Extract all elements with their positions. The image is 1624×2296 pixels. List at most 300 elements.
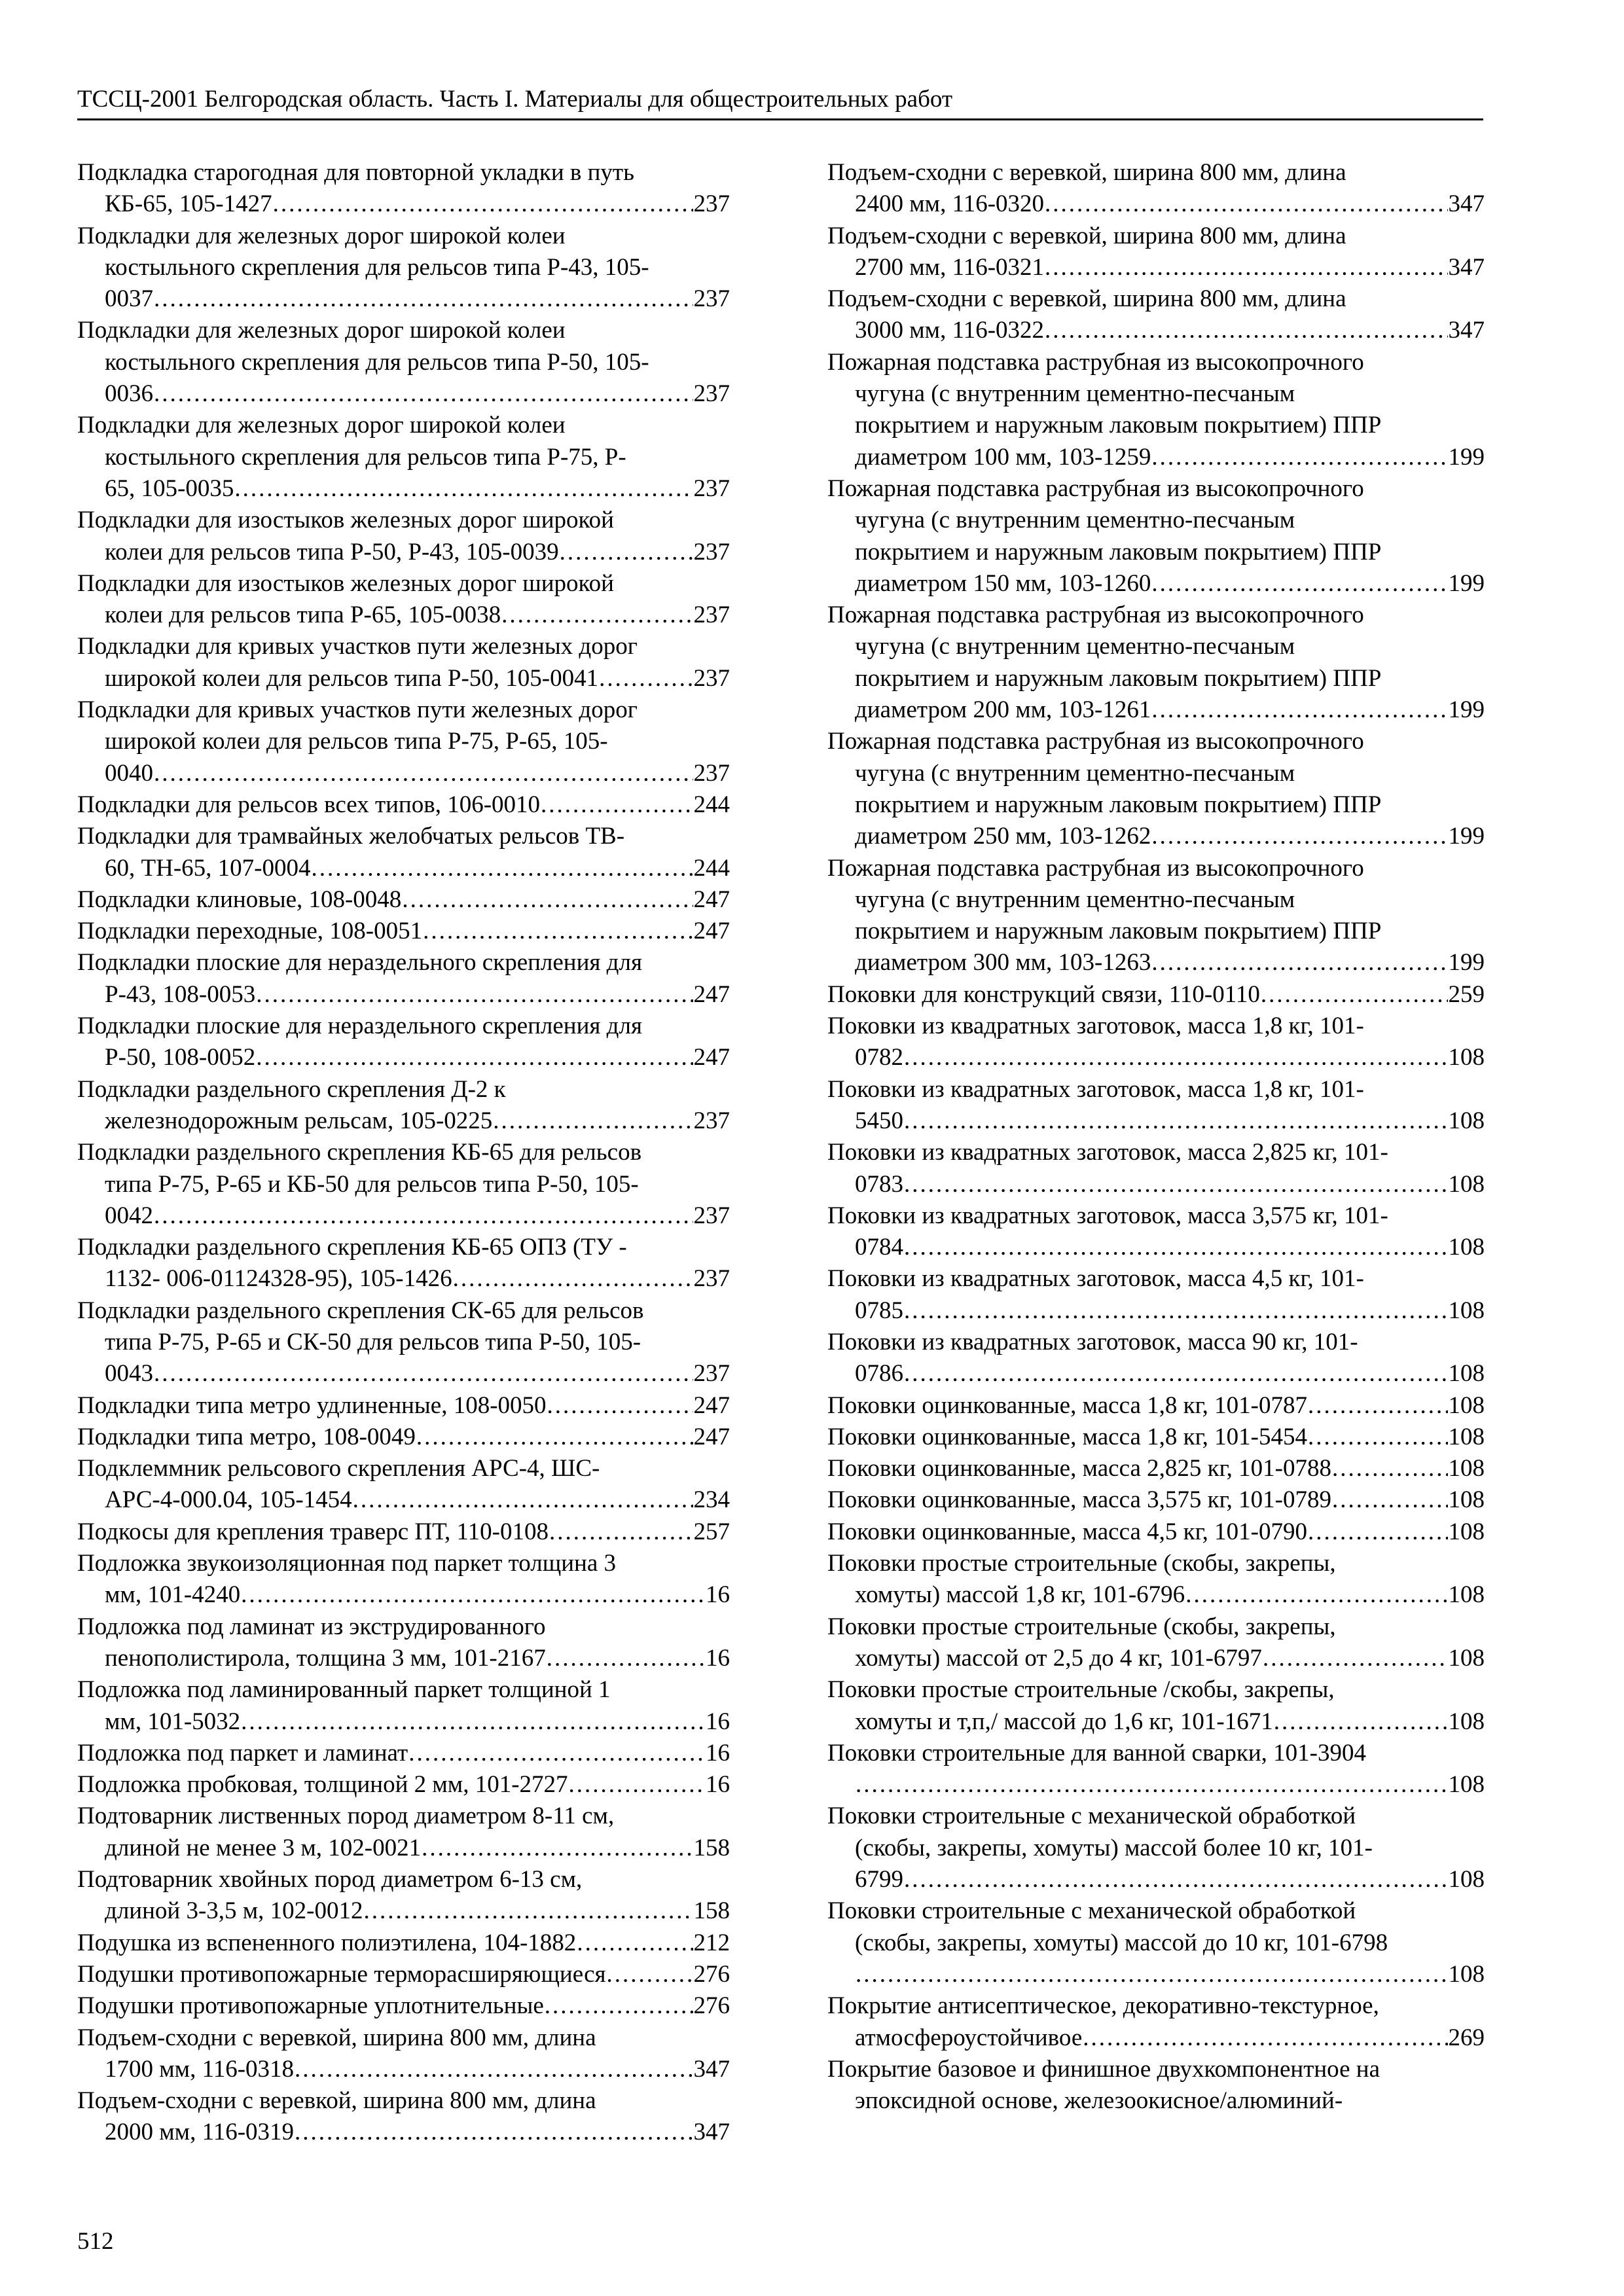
entry-line: Пожарная подставка раструбная из высокопрочного — [827, 601, 1364, 629]
entry-page-number: 237 — [693, 1202, 730, 1229]
index-entry — [827, 1738, 1485, 1801]
index-entry — [827, 1990, 1485, 2054]
entry-line — [827, 821, 1485, 852]
entry-line: Поковки из квадратных заготовок, масса 4,5 кг, 101- — [827, 1265, 1364, 1293]
entry-text: Подкосы для крепления траверс ПТ, 110-0108 — [77, 1518, 549, 1545]
index-entry — [77, 1548, 730, 1611]
entry-text: Подкладки типа метро удлиненные, 108-0050 — [77, 1391, 547, 1419]
entry-line: Покрытие базовое и финишное двухкомпонентное на — [827, 2055, 1380, 2083]
index-entry — [827, 979, 1485, 1011]
entry-text: 0783 — [855, 1170, 903, 1198]
entry-line: Пожарная подставка раструбная из высокопрочного — [827, 854, 1364, 882]
entry-line: Поковки простые строительные (скобы, закрепы, — [827, 1550, 1336, 1577]
index-entry — [827, 1453, 1485, 1484]
entry-line: Подкладки раздельного скрепления Д-2 к — [77, 1075, 506, 1103]
entry-text: Поковки оцинкованные, масса 4,5 кг, 101-0790 — [827, 1518, 1307, 1545]
index-entry — [77, 1232, 730, 1295]
entry-line — [827, 979, 1485, 1011]
entry-page-number: 108 — [1448, 1771, 1485, 1799]
dot-leader — [234, 473, 693, 505]
entry-text: атмосфероустойчивое — [855, 2024, 1083, 2051]
index-entry — [827, 1801, 1485, 1895]
dot-leader — [353, 1484, 693, 1516]
index-entry — [827, 1390, 1485, 1422]
entry-text: КБ-65, 105-1427 — [105, 190, 272, 218]
entry-line — [77, 1358, 730, 1390]
entry-line — [827, 1959, 1485, 1990]
entry-text: длиной не менее 3 м, 102-0021 — [105, 1834, 422, 1861]
entry-page-number: 237 — [693, 664, 730, 692]
index-entry — [77, 505, 730, 568]
entry-page-number: 108 — [1448, 1234, 1485, 1261]
entry-page-number: 247 — [693, 918, 730, 945]
entry-page-number: 108 — [1448, 1644, 1485, 1672]
index-entry — [77, 1422, 730, 1453]
dot-leader — [599, 663, 693, 694]
dot-leader — [154, 1358, 693, 1390]
entry-line — [77, 1706, 730, 1738]
dot-leader — [904, 1864, 1448, 1895]
index-entry — [827, 1422, 1485, 1453]
index-entry — [827, 600, 1485, 726]
index-entry — [827, 2054, 1485, 2117]
dot-leader — [1151, 442, 1447, 473]
dot-leader — [241, 1579, 705, 1611]
entry-text: Поковки для конструкций связи, 110-0110 — [827, 980, 1260, 1008]
dot-leader — [1083, 2022, 1447, 2054]
entry-line — [77, 2054, 730, 2085]
entry-line: Поковки строительные с механической обработкой — [827, 1897, 1356, 1925]
entry-page-number: 276 — [693, 1992, 730, 2020]
entry-line: эпоксидной основе, железоокисное/алюминий- — [855, 2087, 1343, 2115]
entry-line — [77, 473, 730, 505]
entry-line — [827, 1579, 1485, 1611]
entry-line — [77, 1484, 730, 1516]
entry-line: Подклеммник рельсового скрепления АРС-4, ШС- — [77, 1455, 600, 1482]
entry-page-number: 259 — [1448, 980, 1485, 1008]
entry-page-number: 269 — [1448, 2024, 1485, 2051]
entry-page-number: 347 — [693, 2119, 730, 2146]
entry-text: 3000 мм, 116-0322 — [855, 317, 1045, 344]
entry-line — [77, 188, 730, 220]
entry-line — [77, 979, 730, 1011]
entry-line — [827, 1516, 1485, 1548]
entry-text: широкой колеи для рельсов типа Р-50, 105-0041 — [105, 664, 599, 692]
entry-page-number: 237 — [693, 380, 730, 408]
dot-leader — [569, 1769, 705, 1801]
index-entry — [77, 410, 730, 505]
entry-page-number: 108 — [1448, 1581, 1485, 1609]
entry-text: Р-50, 108-0052 — [105, 1044, 256, 1071]
entry-page-number: 234 — [693, 1486, 730, 1514]
entry-text: 1132- 006-01124328-95), 105-1426 — [105, 1265, 452, 1293]
entry-page-number: 108 — [1448, 1486, 1485, 1514]
entry-text: Подушки противопожарные уплотнительные — [77, 1992, 544, 2020]
entry-page-number: 237 — [693, 475, 730, 502]
entry-line — [77, 2117, 730, 2148]
entry-page-number: 108 — [1448, 1360, 1485, 1388]
entry-line: чугуна (с внутренним цементно-песчаным — [855, 759, 1295, 787]
dot-leader — [453, 1263, 693, 1295]
entry-line: Поковки простые строительные /скобы, закрепы, — [827, 1676, 1335, 1704]
entry-line: Поковки из квадратных заготовок, масса 2,825 кг, 101- — [827, 1139, 1388, 1166]
entry-line: Подкладки для трамвайных желобчатых рельсов ТВ- — [77, 823, 625, 850]
entry-line: Подложка звукоизоляционная под паркет толщина 3 — [77, 1550, 617, 1577]
dot-leader — [547, 1643, 705, 1674]
entry-page-number: 244 — [693, 854, 730, 882]
dot-leader — [541, 789, 693, 821]
index-entry — [827, 1611, 1485, 1675]
entry-line: Подкладки для изостыков железных дорог широкой — [77, 507, 614, 534]
entry-line: Поковки строительные с механической обработкой — [827, 1803, 1356, 1830]
entry-page-number: 237 — [693, 190, 730, 218]
dot-leader — [1045, 315, 1447, 346]
entry-page-number: 237 — [693, 601, 730, 629]
entry-page-number: 16 — [706, 1581, 730, 1609]
header-rule — [77, 118, 1483, 120]
entry-line: покрытием и наружным лаковым покрытием) ППР — [855, 791, 1382, 818]
entry-text: Подкладки для рельсов всех типов, 106-0010 — [77, 791, 541, 818]
entry-line: Поковки простые строительные (скобы, закрепы, — [827, 1613, 1336, 1640]
entry-line: Подкладки раздельного скрепления КБ-65 для рельсов — [77, 1139, 642, 1166]
entry-page-number: 199 — [1448, 949, 1485, 977]
entry-line — [827, 1295, 1485, 1327]
entry-text: 0782 — [855, 1044, 903, 1071]
entry-text: диаметром 300 мм, 103-1263 — [855, 949, 1151, 977]
entry-line — [77, 1105, 730, 1137]
index-entry — [77, 1011, 730, 1074]
entry-text: железнодорожным рельсам, 105-0225 — [105, 1107, 493, 1134]
dot-leader — [256, 979, 693, 1011]
index-entry — [827, 221, 1485, 284]
dot-leader — [1332, 1453, 1448, 1484]
index-entry — [827, 1674, 1485, 1738]
entry-line — [77, 1579, 730, 1611]
entry-page-number: 108 — [1448, 1708, 1485, 1735]
entry-text: 2400 мм, 116-0320 — [855, 190, 1045, 218]
entry-page-number: 16 — [706, 1739, 730, 1767]
entry-page-number: 347 — [693, 2055, 730, 2083]
dot-leader — [904, 1169, 1448, 1200]
entry-line: типа Р-75, Р-65 и СК-50 для рельсов типа Р-50, 105- — [105, 1328, 641, 1355]
dot-leader — [1308, 1422, 1448, 1453]
entry-text: 0037 — [105, 285, 153, 313]
entry-line — [827, 188, 1485, 220]
entry-page-number: 244 — [693, 791, 730, 818]
index-entry — [827, 473, 1485, 600]
entry-line — [77, 1895, 730, 1927]
entry-line — [77, 537, 730, 568]
entry-page-number: 158 — [693, 1834, 730, 1861]
entry-line: костыльного скрепления для рельсов типа Р-75, Р- — [105, 443, 626, 471]
entry-text: Поковки оцинкованные, масса 3,575 кг, 101-0789 — [827, 1486, 1331, 1514]
dot-leader — [547, 1390, 693, 1422]
entry-page-number: 237 — [693, 538, 730, 565]
dot-leader — [295, 2054, 693, 2085]
entry-text: длиной 3-3,5 м, 102-0012 — [105, 1897, 363, 1925]
entry-line: широкой колеи для рельсов типа Р-75, Р-65, 105- — [105, 728, 608, 755]
entry-line — [827, 1105, 1485, 1137]
entry-text: 0042 — [105, 1202, 153, 1229]
entry-line — [77, 378, 730, 410]
entry-line: (скобы, закрепы, хомуты) массой более 10 кг, 101- — [855, 1834, 1373, 1861]
index-entry — [827, 1074, 1485, 1138]
index-entry — [827, 347, 1485, 473]
entry-line — [827, 442, 1485, 473]
entry-page-number: 108 — [1448, 1455, 1485, 1482]
dot-leader — [1332, 1484, 1448, 1516]
index-column-left — [77, 157, 730, 2149]
entry-line: костыльного скрепления для рельсов типа Р-43, 105- — [105, 253, 649, 281]
entry-text: 0043 — [105, 1360, 153, 1388]
entry-page-number: 108 — [1448, 1170, 1485, 1198]
dot-leader — [154, 1200, 693, 1232]
entry-line — [77, 789, 730, 821]
entry-line: (скобы, закрепы, хомуты) массой до 10 кг, 101-6798 — [855, 1929, 1388, 1956]
entry-line — [77, 1990, 730, 2022]
entry-line: Поковки из квадратных заготовок, масса 1,8 кг, 101- — [827, 1075, 1364, 1103]
dot-leader — [577, 1928, 693, 1959]
entry-line: Подкладки для железных дорог широкой колеи — [77, 222, 566, 249]
index-entry — [77, 1453, 730, 1516]
entry-text: 60, ТН-65, 107-0004 — [105, 854, 311, 882]
entry-text: диаметром 100 мм, 103-1259 — [855, 443, 1151, 471]
entry-line: Поковки строительные для ванной сварки, 101-3904 — [827, 1739, 1366, 1767]
entry-text: Поковки оцинкованные, масса 1,8 кг, 101-0787 — [827, 1391, 1307, 1419]
entry-line: Подъем-сходни с веревкой, ширина 800 мм, длина — [827, 285, 1346, 313]
entry-text: 0040 — [105, 759, 153, 787]
entry-line — [827, 694, 1485, 726]
entry-line: Поковки из квадратных заготовок, масса 1,8 кг, 101- — [827, 1013, 1364, 1040]
entry-line — [77, 1390, 730, 1422]
dot-leader — [904, 1105, 1448, 1137]
entry-line — [827, 2022, 1485, 2054]
entry-line: покрытием и наружным лаковым покрытием) ППР — [855, 412, 1382, 439]
dot-leader — [560, 537, 693, 568]
entry-line — [827, 1390, 1485, 1422]
dot-leader — [1045, 252, 1447, 283]
running-header: ТССЦ-2001 Белгородская область. Часть I. Материалы для общестроительных работ — [77, 86, 953, 113]
entry-page-number: 16 — [706, 1708, 730, 1735]
index-entry — [77, 1295, 730, 1390]
entry-page-number: 108 — [1448, 1518, 1485, 1545]
entry-text: Подкладки переходные, 108-0051 — [77, 918, 423, 945]
entry-page-number: 16 — [706, 1644, 730, 1672]
entry-line — [827, 1232, 1485, 1263]
entry-line — [77, 1263, 730, 1295]
index-entry — [77, 1959, 730, 1990]
entry-page-number: 237 — [693, 1107, 730, 1134]
index-entry — [827, 157, 1485, 221]
entry-line — [827, 1042, 1485, 1073]
dot-leader — [1045, 188, 1447, 220]
dot-leader — [904, 1042, 1448, 1073]
entry-line: Подкладки раздельного скрепления СК-65 для рельсов — [77, 1297, 644, 1324]
entry-line: Пожарная подставка раструбная из высокопрочного — [827, 348, 1364, 376]
entry-line: чугуна (с внутренним цементно-песчаным — [855, 886, 1295, 913]
entry-line — [77, 1959, 730, 1990]
entry-page-number: 108 — [1448, 1107, 1485, 1134]
dot-leader — [241, 1706, 705, 1738]
entry-text: мм, 101-5032 — [105, 1708, 241, 1735]
entry-text: 0784 — [855, 1234, 903, 1261]
entry-text: Поковки оцинкованные, масса 1,8 кг, 101-5454 — [827, 1423, 1307, 1450]
entry-line: Пожарная подставка раструбная из высокопрочного — [827, 728, 1364, 755]
entry-text: 2000 мм, 116-0319 — [105, 2119, 295, 2146]
index-entry — [77, 916, 730, 947]
entry-line: покрытием и наружным лаковым покрытием) ППР — [855, 538, 1382, 565]
index-entry — [77, 1738, 730, 1769]
dot-leader — [904, 1295, 1448, 1327]
entry-line — [827, 1453, 1485, 1484]
entry-line: Подкладки для железных дорог широкой колеи — [77, 412, 566, 439]
entry-page-number: 237 — [693, 285, 730, 313]
index-entry — [77, 631, 730, 694]
entry-line — [827, 1358, 1485, 1390]
dot-leader — [295, 2117, 693, 2148]
index-entry — [77, 1074, 730, 1138]
index-entry — [77, 789, 730, 821]
entry-line: Подкладки для железных дорог широкой колеи — [77, 317, 566, 344]
index-entry — [77, 1864, 730, 1928]
entry-line — [77, 1833, 730, 1864]
entry-line: Подкладка старогодная для повторной укладки в путь — [77, 159, 634, 186]
entry-text: Подушка из вспененного полиэтилена, 104-1882 — [77, 1929, 577, 1956]
entry-page-number: 108 — [1448, 1423, 1485, 1450]
entry-page-number: 199 — [1448, 569, 1485, 597]
dot-leader — [154, 758, 693, 789]
entry-line — [827, 568, 1485, 600]
dot-leader — [273, 188, 693, 220]
entry-page-number: 158 — [693, 1897, 730, 1925]
entry-text: 5450 — [855, 1107, 903, 1134]
dot-leader — [416, 1422, 693, 1453]
entry-line — [827, 1169, 1485, 1200]
entry-text: Подушки противопожарные терморасширяющиеся — [77, 1960, 606, 1988]
dot-leader — [1308, 1390, 1448, 1422]
index-entry — [77, 315, 730, 410]
dot-leader — [501, 600, 693, 631]
entry-page-number: 347 — [1448, 317, 1485, 344]
index-entry — [77, 821, 730, 884]
entry-text: хомуты) массой от 2,5 до 4 кг, 101-6797 — [855, 1644, 1262, 1672]
entry-page-number: 16 — [706, 1771, 730, 1799]
entry-line — [77, 1769, 730, 1801]
dot-leader — [1308, 1516, 1448, 1548]
entry-line — [77, 1928, 730, 1959]
entry-text: АРС-4-000.04, 105-1454 — [105, 1486, 352, 1514]
entry-text: колеи для рельсов типа Р-50, Р-43, 105-0039 — [105, 538, 559, 565]
entry-line — [827, 1484, 1485, 1516]
entry-page-number: 276 — [693, 1960, 730, 1988]
entry-line — [827, 1422, 1485, 1453]
index-entry — [77, 1928, 730, 1959]
entry-line: Подложка под ламинированный паркет толщиной 1 — [77, 1676, 611, 1704]
index-entry — [827, 1200, 1485, 1264]
entry-line: Покрытие антисептическое, декоративно-текстурное, — [827, 1992, 1379, 2020]
dot-leader — [364, 1895, 693, 1927]
entry-line — [827, 315, 1485, 346]
entry-page-number: 257 — [693, 1518, 730, 1545]
entry-line: костыльного скрепления для рельсов типа Р-50, 105- — [105, 348, 649, 376]
entry-line — [77, 1200, 730, 1232]
dot-leader — [493, 1105, 693, 1137]
entry-line: чугуна (с внутренним цементно-песчаным — [855, 380, 1295, 408]
dot-leader — [1261, 979, 1448, 1011]
entry-line: Подкладки раздельного скрепления КБ-65 ОПЗ (ТУ - — [77, 1234, 627, 1261]
dot-leader — [256, 1042, 693, 1073]
index-entry — [77, 2085, 730, 2149]
entry-line — [77, 758, 730, 789]
entry-text: диаметром 150 мм, 103-1260 — [855, 569, 1151, 597]
index-entry — [77, 2022, 730, 2086]
entry-text: 2700 мм, 116-0321 — [855, 253, 1045, 281]
dot-leader — [904, 1358, 1448, 1390]
entry-line: Поковки из квадратных заготовок, масса 3,575 кг, 101- — [827, 1202, 1388, 1229]
dot-leader — [1185, 1579, 1447, 1611]
dot-leader — [856, 1769, 1448, 1801]
index-entry — [827, 1263, 1485, 1327]
entry-line: Подкладки для изостыков железных дорог широкой — [77, 569, 614, 597]
entry-line — [827, 1706, 1485, 1738]
entry-line: Подъем-сходни с веревкой, ширина 800 мм, длина — [827, 159, 1346, 186]
index-entry — [77, 947, 730, 1011]
index-entry — [77, 1390, 730, 1422]
entry-line: Подкладки плоские для нераздельного скрепления для — [77, 949, 642, 977]
entry-text: 6799 — [855, 1866, 903, 1893]
dot-leader — [422, 1833, 693, 1864]
entry-page-number: 247 — [693, 1391, 730, 1419]
entry-line — [77, 1422, 730, 1453]
entry-text: Р-43, 108-0053 — [105, 980, 256, 1008]
index-entry — [827, 1516, 1485, 1548]
entry-line — [77, 916, 730, 947]
entry-line: покрытием и наружным лаковым покрытием) ППР — [855, 918, 1382, 945]
entry-page-number: 237 — [693, 1360, 730, 1388]
entry-text: хомуты и т,п,/ массой до 1,6 кг, 101-1671 — [855, 1708, 1273, 1735]
entry-text: мм, 101-4240 — [105, 1581, 241, 1609]
entry-line: Подъем-сходни с веревкой, ширина 800 мм, длина — [77, 2087, 596, 2115]
entry-page-number: 237 — [693, 1265, 730, 1293]
index-column-right — [827, 157, 1485, 2117]
entry-page-number: 108 — [1448, 1866, 1485, 1893]
index-entry — [77, 1516, 730, 1548]
index-entry — [827, 283, 1485, 347]
entry-line: Подтоварник хвойных пород диаметром 6-13 см, — [77, 1866, 583, 1893]
entry-page-number: 108 — [1448, 1391, 1485, 1419]
index-entry — [77, 884, 730, 916]
entry-line — [77, 283, 730, 315]
entry-line — [77, 853, 730, 884]
dot-leader — [1151, 821, 1447, 852]
index-entry — [827, 726, 1485, 852]
entry-text: Поковки оцинкованные, масса 2,825 кг, 101-0788 — [827, 1455, 1331, 1482]
entry-line: Подкладки плоские для нераздельного скрепления для — [77, 1013, 642, 1040]
index-entry — [77, 157, 730, 221]
dot-leader — [1263, 1643, 1448, 1674]
dot-leader — [423, 916, 693, 947]
index-entry — [77, 221, 730, 315]
index-entry — [77, 1801, 730, 1864]
index-entry — [827, 1548, 1485, 1611]
entry-text: диаметром 250 мм, 103-1262 — [855, 823, 1151, 850]
entry-line — [77, 1643, 730, 1674]
dot-leader — [545, 1990, 693, 2022]
index-entry — [827, 1327, 1485, 1390]
dot-leader — [402, 884, 693, 916]
entry-text: пенополистирола, толщина 3 мм, 101-2167 — [105, 1644, 546, 1672]
entry-text: Подкладки клиновые, 108-0048 — [77, 886, 402, 913]
